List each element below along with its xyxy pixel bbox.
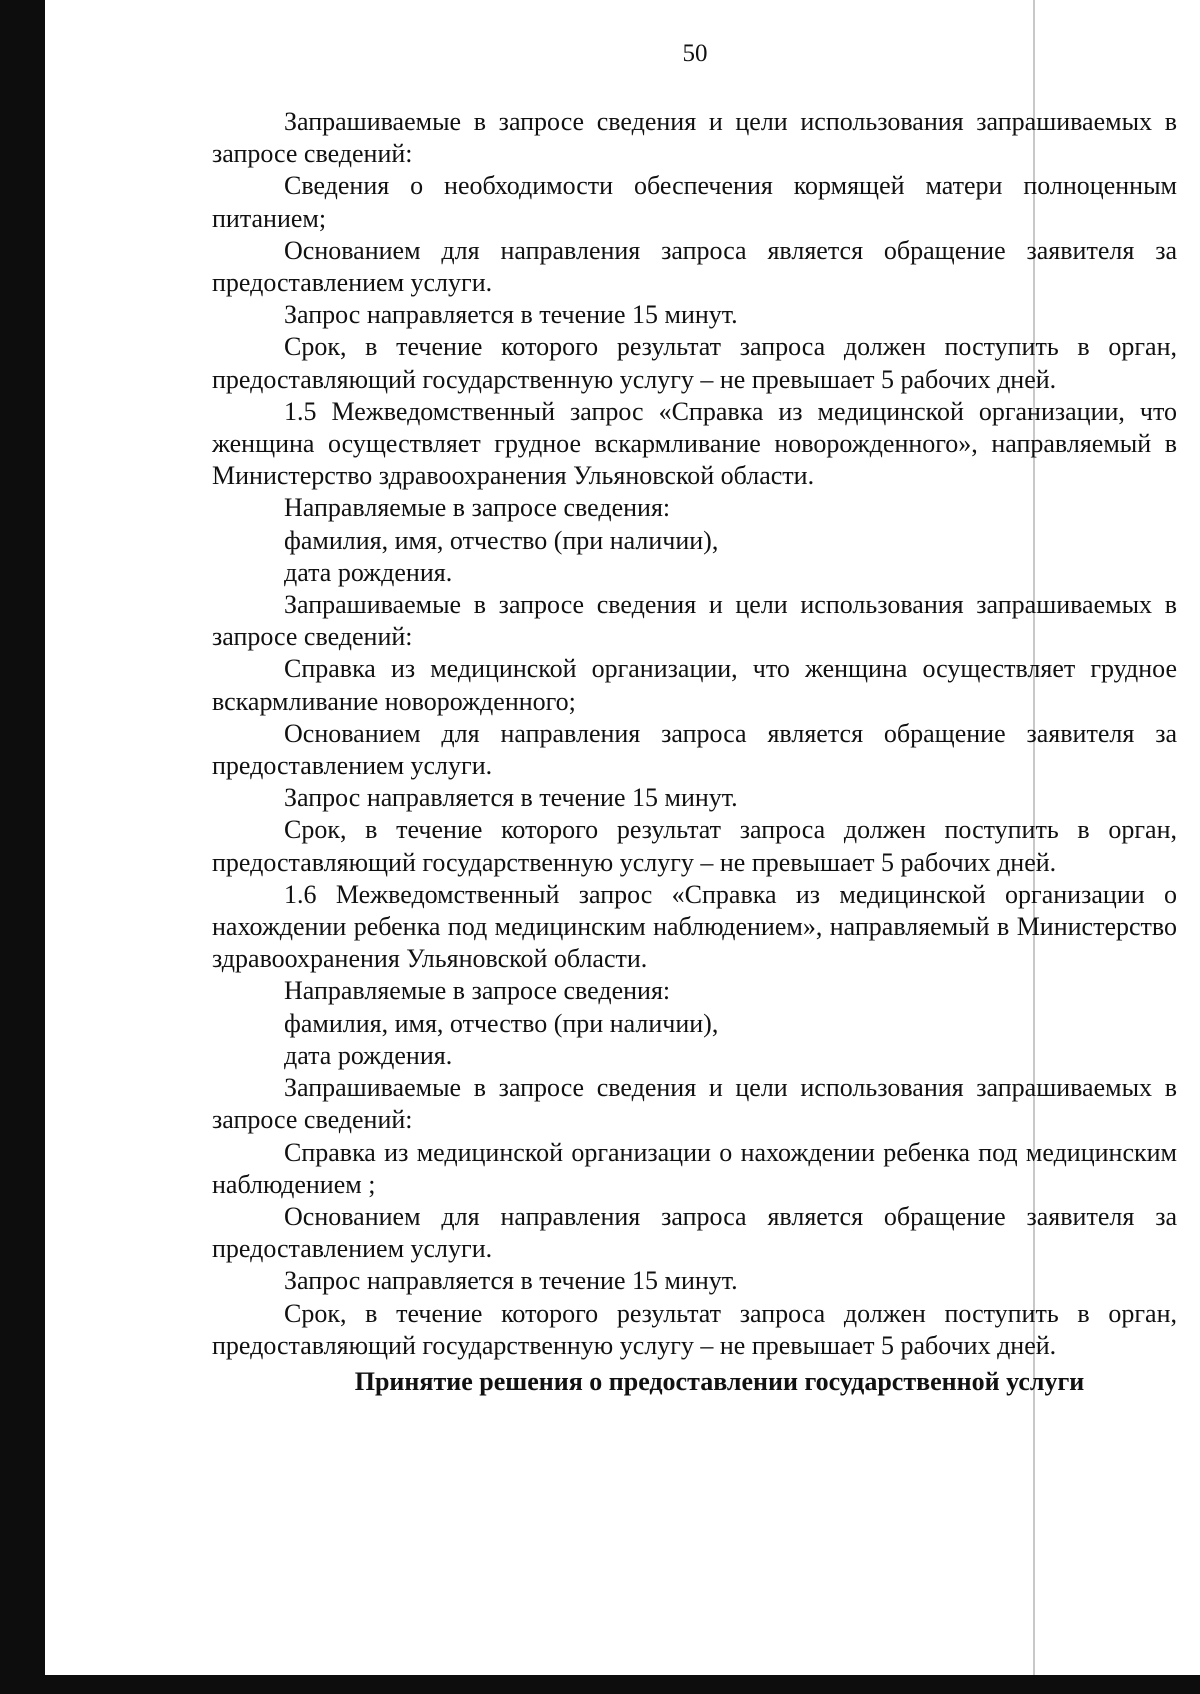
- paragraph-basis-2: Основанием для направления запроса является обращение заявителя за предоставлением услуги.: [212, 718, 1177, 781]
- paragraph-full-name-2: фамилия, имя, отчество (при наличии),: [284, 525, 719, 555]
- paragraph-send-time-1: Запрос направляется в течение 15 минут.: [284, 300, 738, 330]
- paragraph-sent-info-2: Направляемые в запросе сведения:: [284, 493, 671, 523]
- paragraph-medical-supervision-certificate: Справка из медицинской организации о нахождении ребенка под медицинским наблюдением ;: [212, 1137, 1177, 1199]
- paragraph-sent-info-3: Направляемые в запросе сведения:: [284, 976, 671, 1006]
- paragraph-basis-1: Основанием для направления запроса является обращение заявителя за предоставлением услуги.: [212, 235, 1177, 298]
- scan-border-bottom: [0, 1675, 1200, 1694]
- paragraph-request-1-5: 1.5 Межведомственный запрос «Справка из медицинской организации, что женщина осуществляет грудное вскармливание новорожденного», направляемый в Министерство здравоохранения Ульяновской области.: [212, 396, 1177, 491]
- paragraph-basis-3: Основанием для направления запроса является обращение заявителя за предоставлением услуги.: [212, 1201, 1177, 1264]
- section-heading: Принятие решения о предоставлении государственной услуги: [354, 1366, 1085, 1396]
- paragraph-nursing-mother-info: Сведения о необходимости обеспечения кормящей матери полноценным питанием;: [212, 171, 1177, 233]
- paragraph-deadline-2: Срок, в течение которого результат запроса должен поступить в орган, предоставляющий государственную услугу – не превышает 5 рабочих дней.: [212, 815, 1177, 877]
- paragraph-full-name-3: фамилия, имя, отчество (при наличии),: [284, 1008, 719, 1038]
- paragraph-send-time-2: Запрос направляется в течение 15 минут.: [284, 783, 738, 813]
- paragraph-requested-info-2: Запрашиваемые в запросе сведения и цели использования запрашиваемых в запросе сведений:: [212, 590, 1177, 652]
- paragraph-requested-info-1: Запрашиваемые в запросе сведения и цели использования запрашиваемых в запросе сведений:: [212, 107, 1177, 169]
- paragraph-requested-info-3: Запрашиваемые в запросе сведения и цели использования запрашиваемых в запросе сведений:: [212, 1073, 1177, 1135]
- paragraph-birth-date-3: дата рождения.: [284, 1040, 453, 1070]
- paragraph-send-time-3: Запрос направляется в течение 15 минут.: [284, 1266, 738, 1296]
- scan-border-left: [0, 0, 45, 1694]
- paragraph-deadline-1: Срок, в течение которого результат запроса должен поступить в орган, предоставляющий государственную услугу – не превышает 5 рабочих дней.: [212, 332, 1177, 394]
- paragraph-deadline-3: Срок, в течение которого результат запроса должен поступить в орган, предоставляющий государственную услугу – не превышает 5 рабочих дней.: [212, 1298, 1177, 1360]
- paragraph-breastfeeding-certificate: Справка из медицинской организации, что женщина осуществляет грудное вскармливание новорожденного;: [212, 654, 1177, 716]
- document-body: [212, 106, 1177, 1398]
- paragraph-birth-date-2: дата рождения.: [284, 557, 453, 587]
- page-number: 50: [682, 40, 708, 67]
- paragraph-request-1-6: 1.6 Межведомственный запрос «Справка из медицинской организации о нахождении ребенка под медицинским наблюдением», направляемый в Министерство здравоохранения Ульяновской области.: [212, 879, 1177, 974]
